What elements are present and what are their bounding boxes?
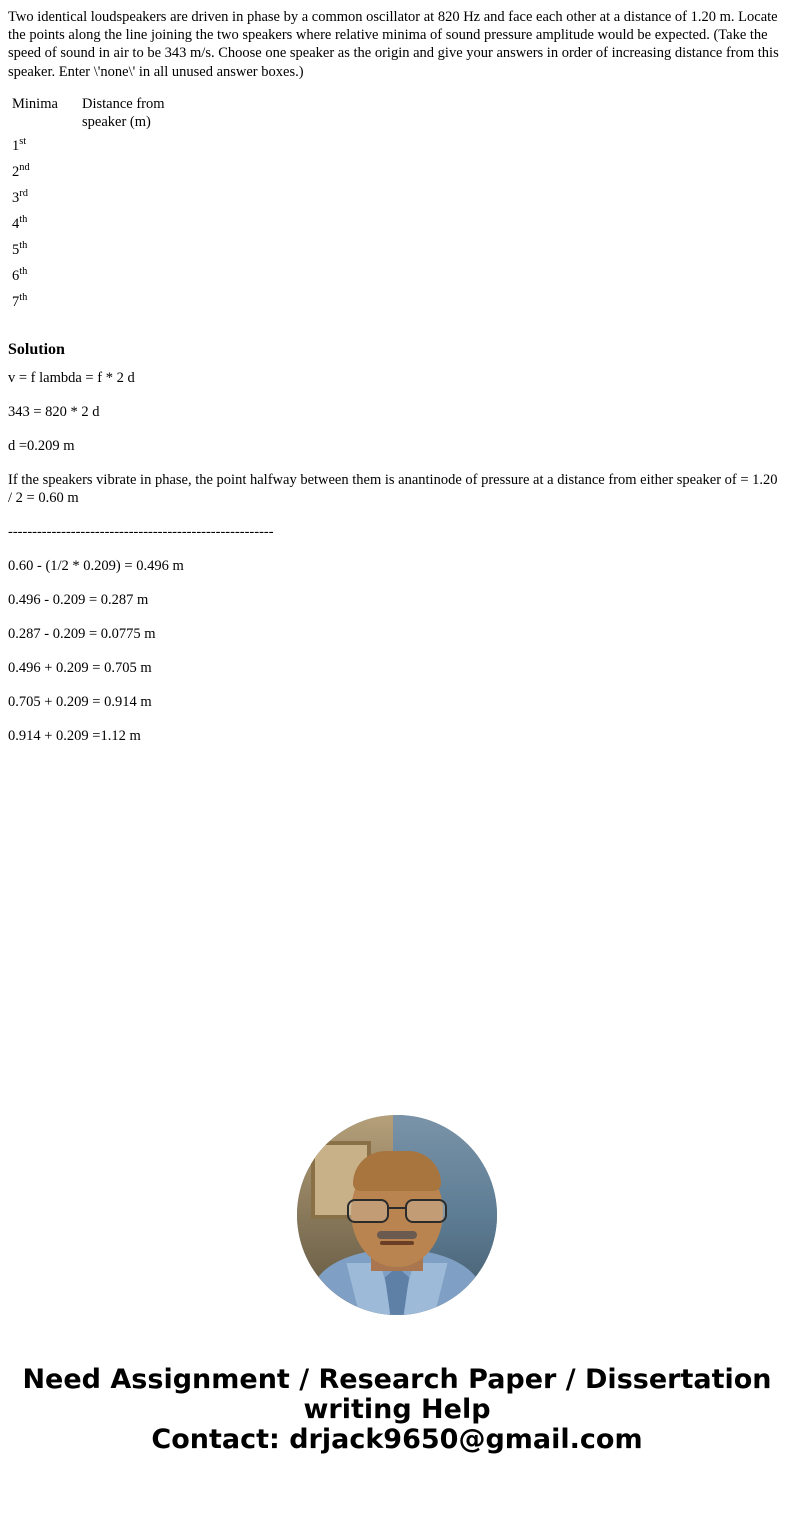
ordinal-number: 4 — [12, 215, 20, 232]
minima-table — [8, 93, 200, 315]
distance-cell[interactable] — [78, 263, 200, 289]
solution-line-4: If the speakers vibrate in phase, the point halfway between them is anantinode of pressure at a distance from either speaker of = 1.20 / 2 = 0.60 m — [8, 471, 778, 506]
solution-heading: Solution — [8, 340, 65, 358]
problem-statement: Two identical loudspeakers are driven in phase by a common oscillator at 820 Hz and face each other at a distance of 1.20 m. Locate the points along the line joining the two speakers where relative minima of sound pressure amplitude would be expected. (Take the speed of sound in air to be 343 m/s. Choose one speaker as the origin and give your answers in order of increasing distance from this speaker. Enter \'none\' in all unused answer boxes.) — [8, 9, 779, 80]
cta-text — [8, 1365, 786, 1455]
distance-cell[interactable] — [78, 237, 200, 263]
solution-line-10: 0.705 + 0.209 = 0.914 m — [8, 693, 152, 710]
cta-line-2: writing Help — [303, 1393, 491, 1425]
ordinal-number: 6 — [12, 267, 20, 284]
solution-line-3: d =0.209 m — [8, 437, 75, 454]
table-header — [8, 93, 200, 133]
distance-cell[interactable] — [78, 159, 200, 185]
solution-line-7: 0.496 - 0.209 = 0.287 m — [8, 591, 149, 608]
distance-cell[interactable] — [78, 185, 200, 211]
ordinal-suffix: th — [19, 239, 28, 251]
column-header-distance: Distance from speaker (m) — [82, 95, 165, 130]
ordinal-suffix: st — [19, 135, 27, 147]
minima-ordinal-cell — [8, 133, 78, 159]
cta-line-1: Need Assignment / Research Paper / Dissertation — [22, 1363, 772, 1395]
table-body — [8, 133, 200, 315]
table-row — [8, 263, 200, 289]
ordinal-suffix: th — [19, 265, 28, 277]
table-header-row — [8, 93, 200, 133]
ordinal-suffix: nd — [19, 161, 30, 173]
ordinal-suffix: rd — [19, 187, 28, 199]
glasses-lens-right — [405, 1199, 447, 1223]
minima-ordinal-cell — [8, 159, 78, 185]
column-header-minima: Minima — [12, 95, 58, 112]
ordinal-suffix: th — [19, 213, 28, 225]
table-row — [8, 289, 200, 315]
solution-line-9: 0.496 + 0.209 = 0.705 m — [8, 659, 152, 676]
minima-ordinal-cell — [8, 289, 78, 315]
cta-contact-line: Contact: drjack9650@gmail.com — [151, 1423, 643, 1455]
solution-line-1: v = f lambda = f * 2 d — [8, 369, 135, 386]
footer — [8, 1115, 786, 1455]
ordinal-number: 7 — [12, 293, 20, 310]
table-row — [8, 237, 200, 263]
distance-cell[interactable] — [78, 289, 200, 315]
minima-ordinal-cell — [8, 263, 78, 289]
minima-ordinal-cell — [8, 211, 78, 237]
solution-line-11: 0.914 + 0.209 =1.12 m — [8, 727, 141, 744]
table-row — [8, 185, 200, 211]
avatar-mouth — [380, 1241, 414, 1245]
avatar — [297, 1115, 497, 1315]
minima-ordinal-cell — [8, 237, 78, 263]
table-row — [8, 211, 200, 237]
solution-line-2: 343 = 820 * 2 d — [8, 403, 100, 420]
glasses-lens-left — [347, 1199, 389, 1223]
solution-line-8: 0.287 - 0.209 = 0.0775 m — [8, 625, 156, 642]
ordinal-number: 3 — [12, 189, 20, 206]
ordinal-suffix: th — [19, 291, 28, 303]
table-row — [8, 133, 200, 159]
solution-line-6: 0.60 - (1/2 * 0.209) = 0.496 m — [8, 557, 184, 574]
distance-cell[interactable] — [78, 133, 200, 159]
ordinal-number: 2 — [12, 163, 20, 180]
minima-ordinal-cell — [8, 185, 78, 211]
table-row — [8, 159, 200, 185]
avatar-forehead — [353, 1151, 441, 1191]
ordinal-number: 1 — [12, 137, 20, 154]
glasses-bridge — [387, 1207, 407, 1209]
distance-cell[interactable] — [78, 211, 200, 237]
ordinal-number: 5 — [12, 241, 20, 258]
glasses-icon — [347, 1199, 447, 1221]
solution-divider: ------------------------------------------------------- — [8, 523, 274, 540]
avatar-mustache — [377, 1231, 417, 1239]
